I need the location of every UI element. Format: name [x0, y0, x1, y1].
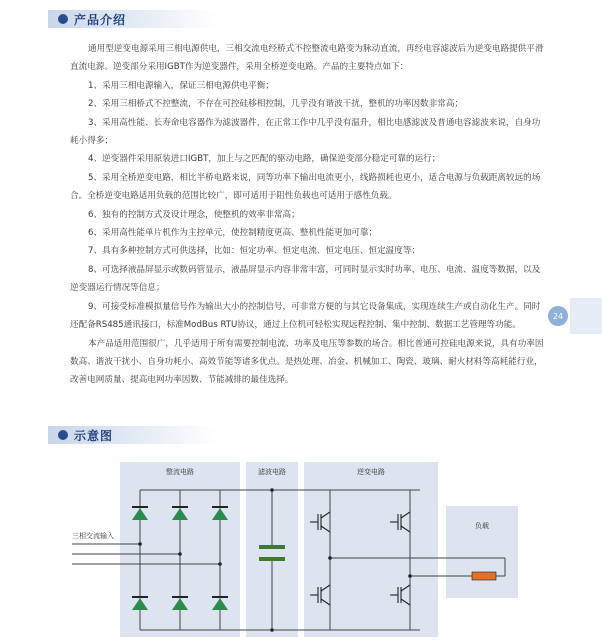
inverter-block — [304, 462, 438, 637]
filter-label: 滤波电路 — [258, 468, 286, 476]
circuit-diagram — [0, 440, 602, 640]
feature-item: 8、可选择液晶屏显示或数码管显示，液晶屏显示内容非常丰富，可同时显示实时功率、电压、电流、温度等数据，以及逆变器运行情况等信息； — [70, 264, 541, 294]
input-label: 三相交流输入 — [72, 532, 114, 540]
feature-item: 7、具有多种控制方式可供选择，比如：恒定功率、恒定电流、恒定电压、恒定温度等； — [88, 246, 421, 257]
section-title: 产品介绍 — [74, 12, 127, 27]
section-header-product-intro — [48, 10, 218, 28]
intro-paragraph: 通用型逆变电源采用三相电源供电，三相交流电经桥式不控整流电路变为脉动直流，再经电容滤波后为逆变电路提供平滑直流电源。逆变部分采用IGBT作为逆变器件，采用全桥逆变电路。产品的主要特点如下： — [70, 44, 544, 73]
feature-item: 9、可接受标准模拟量信号作为输出大小的控制信号，可非常方便的与其它设备集成，实现连续生产或自动化生产。同时还配备RS485通讯接口，标准ModBus RTU协议，通过上位机可轻松实现远程控制、集中控制、数据工艺管理等功能。 — [70, 301, 541, 331]
bullet-dot-icon — [58, 430, 68, 440]
page-edge-tab — [570, 298, 602, 334]
feature-item: 1、采用三相电源输入，保证三相电源供电平衡； — [88, 80, 274, 91]
load-block — [446, 506, 518, 598]
section-title: 示意图 — [74, 428, 114, 443]
load-label: 负载 — [475, 522, 489, 530]
feature-item: 5、采用全桥逆变电路，相比半桥电路来说，同等功率下输出电流更小，线路损耗也更小，适合电源与负载距离较远的场合。全桥逆变电路适用负载的范围比较广，即可适用于阻性负载也可适用于感性负载。 — [70, 172, 541, 202]
feature-item: 3、采用高性能、长寿命电容器作为滤波器件，在正常工作中几乎没有温升，相比电感滤波及普通电容滤波来说，自身功耗小得多； — [70, 117, 541, 147]
feature-item: 6、采用高性能单片机作为主控单元，使控制精度更高、整机性能更加可靠； — [88, 228, 378, 239]
product-description — [70, 40, 546, 390]
rectifier-label: 整流电路 — [166, 468, 194, 476]
resistor-icon — [472, 572, 496, 580]
summary-paragraph: 本产品适用范围很广，几乎适用于所有需要控制电流、功率及电压等参数的场合。相比普通可控硅电源来说，具有功率因数高、谐波干扰小、自身功耗小、高效节能等诸多优点。是热处理、冶金、机械加工、陶瓷、玻璃、耐火材料等高耗能行业，改善电网质量、提高电网功率因数、节能减排的最佳选择。 — [70, 338, 544, 386]
inverter-label: 逆变电路 — [357, 468, 385, 476]
feature-item: 4、逆变器件采用原装进口IGBT，加上与之匹配的驱动电路，确保逆变部分稳定可靠的运行； — [88, 154, 441, 165]
page-number: 24 — [548, 306, 568, 326]
feature-item: 6、独有的控制方式及设计理念，使整机的效率非常高； — [88, 209, 300, 220]
bullet-dot-icon — [58, 14, 68, 24]
feature-item: 2、采用三相桥式不控整流，不存在可控硅移相控制，几乎没有谐波干扰，整机的功率因数非常高； — [88, 99, 464, 110]
